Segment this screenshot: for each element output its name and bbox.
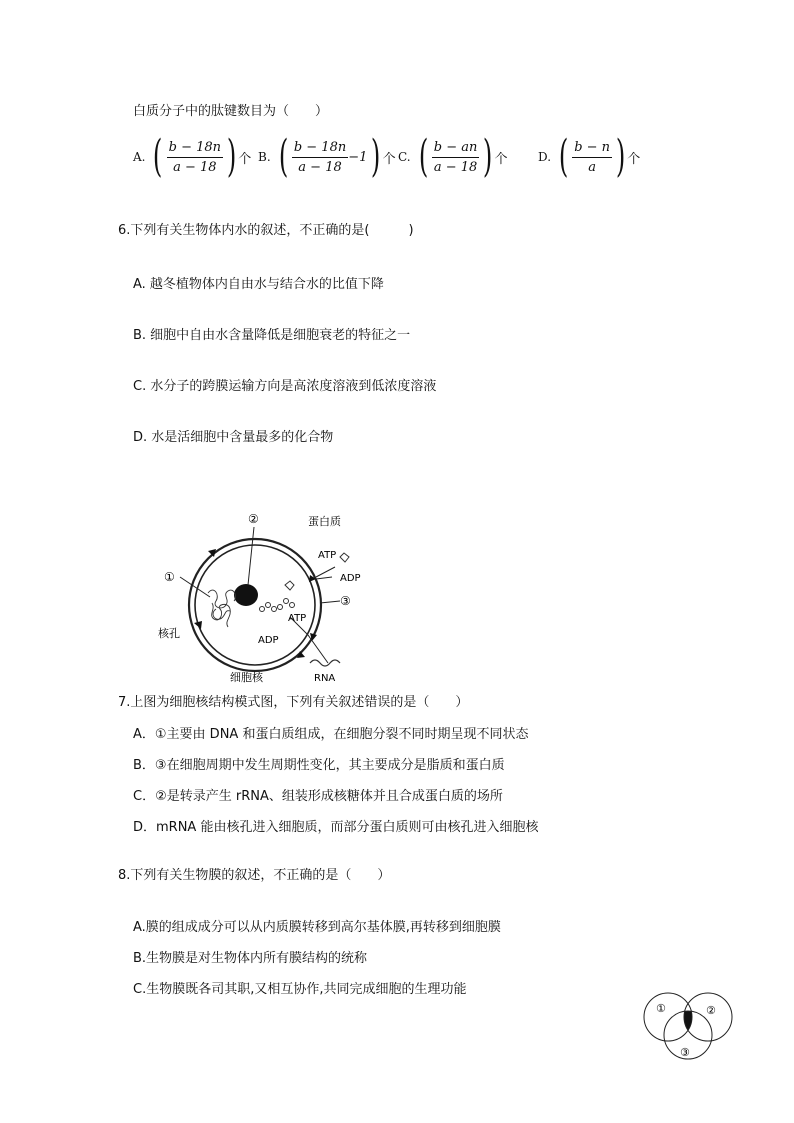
q7-option-b: B．③在细胞周期中发生周期性变化，其主要成分是脂质和蛋白质 <box>133 758 505 773</box>
numerator: b − 18n <box>167 140 223 158</box>
rna-strand <box>310 660 340 666</box>
pointer-3 <box>320 601 340 603</box>
option-label: D. <box>538 150 552 164</box>
fraction <box>167 140 223 175</box>
denominator: a <box>588 159 596 175</box>
q8-stem: 8.下列有关生物膜的叙述，不正确的是（ ） <box>118 868 391 883</box>
label-2: ② <box>248 512 259 526</box>
label-rna: RNA <box>314 673 336 684</box>
q7-option-d: D．mRNA 能由核孔进入细胞质，而部分蛋白质则可由核孔进入细胞核 <box>133 820 539 835</box>
right-paren: ) <box>483 131 493 182</box>
label-nucleus: 细胞核 <box>230 671 263 684</box>
q7-option-a: A．①主要由 DNA 和蛋白质组成，在细胞分裂不同时期呈现不同状态 <box>133 727 529 742</box>
q7-option-c: C．②是转录产生 rRNA、组装形成核糖体并且合成蛋白质的场所 <box>133 789 503 804</box>
outer-membrane <box>189 539 321 671</box>
suffix: −1 <box>348 149 368 165</box>
q6-stem: 6.下列有关生物体内水的叙述，不正确的是( ) <box>118 223 414 238</box>
q5-option-a <box>133 131 252 182</box>
numerator: b − n <box>572 140 612 158</box>
arrow-rna-exit <box>308 635 328 663</box>
venn-diagram <box>638 990 738 1062</box>
arrow-adp-top <box>316 577 332 579</box>
q8-option-c: C.生物膜既各司其职,又相互协作,共同完成细胞的生理功能 <box>133 982 467 997</box>
label-pore: 核孔 <box>158 627 180 640</box>
option-label: B. <box>258 150 271 164</box>
right-paren: ) <box>615 131 626 182</box>
q5-option-c <box>398 131 508 182</box>
numerator: b − an <box>432 140 480 158</box>
fraction <box>572 140 612 175</box>
left-paren: ( <box>418 131 428 182</box>
q6-option-b: B. 细胞中自由水含量降低是细胞衰老的特征之一 <box>133 328 411 343</box>
q5-option-d <box>538 131 641 182</box>
label-atp-top: ATP <box>318 550 337 561</box>
unit: 个 <box>382 151 396 167</box>
denominator: a − 18 <box>433 159 478 175</box>
left-paren: ( <box>278 131 288 182</box>
q6-option-c: C. 水分子的跨膜运输方向是高浓度溶液到低浓度溶液 <box>133 379 437 394</box>
fraction <box>292 140 348 175</box>
q7-stem: 7.上图为细胞核结构模式图，下列有关叙述错误的是（ ） <box>118 695 469 710</box>
venn-label-2: ② <box>706 1004 716 1017</box>
nucleus-diagram <box>150 505 380 685</box>
q8-option-b: B.生物膜是对生物体内所有膜结构的统称 <box>133 951 368 966</box>
label-3: ③ <box>340 594 351 608</box>
nucleolus <box>234 584 258 606</box>
label-adp-top: ADP <box>340 573 361 584</box>
venn-label-3: ③ <box>680 1046 690 1059</box>
option-label: A. <box>133 150 146 164</box>
q5-option-b <box>258 131 396 182</box>
unit: 个 <box>627 151 641 167</box>
q8-option-a: A.膜的组成成分可以从内质膜转移到高尔基体膜,再转移到细胞膜 <box>133 920 501 935</box>
pointer-2 <box>248 527 254 585</box>
fraction <box>432 140 480 175</box>
option-label: C. <box>398 150 411 164</box>
protein-chain <box>260 599 295 612</box>
protein-particle-outside <box>340 553 349 562</box>
chromatin <box>208 590 236 627</box>
q6-option-a: A. 越冬植物体内自由水与结合水的比值下降 <box>133 277 384 292</box>
right-paren: ) <box>226 131 237 182</box>
left-paren: ( <box>558 131 569 182</box>
denominator: a − 18 <box>298 159 342 175</box>
left-paren: ( <box>153 131 163 182</box>
unit: 个 <box>494 151 508 167</box>
q5-stem-tail: 白质分子中的肽键数目为（ ） <box>133 104 329 119</box>
label-atp-mid: ATP <box>288 613 307 624</box>
venn-label-1: ① <box>656 1002 666 1015</box>
protein-particle <box>285 581 294 590</box>
label-protein: 蛋白质 <box>308 515 341 528</box>
denominator: a − 18 <box>173 159 217 175</box>
label-1: ① <box>164 570 175 584</box>
label-adp-mid: ADP <box>258 635 279 646</box>
right-paren: ) <box>371 131 381 182</box>
unit: 个 <box>238 151 252 167</box>
arrow-protein-in <box>316 567 335 577</box>
q6-option-d: D. 水是活细胞中含量最多的化合物 <box>133 430 334 445</box>
numerator: b − 18n <box>292 140 348 158</box>
